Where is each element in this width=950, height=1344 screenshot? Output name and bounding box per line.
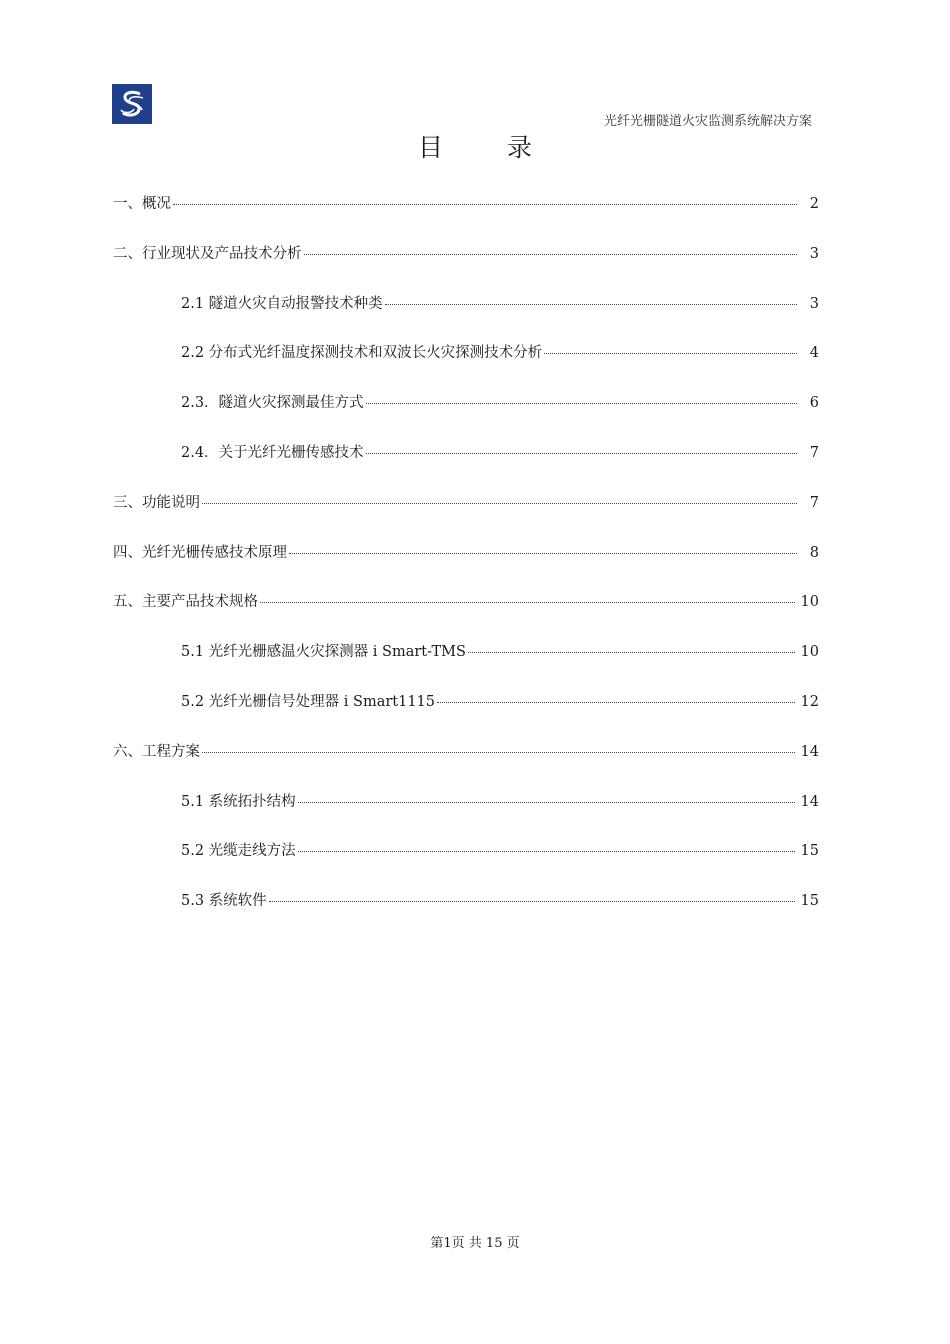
toc-entry[interactable] <box>113 292 819 342</box>
toc-entry-label: 二、行业现状及产品技术分析 <box>113 245 302 262</box>
toc-title: 目 录 <box>418 133 560 162</box>
toc-entry-label: 一、概况 <box>113 196 171 212</box>
toc-entry[interactable] <box>113 192 819 242</box>
toc-entry-page-number: 15 <box>800 893 819 910</box>
toc-entry-label: 2.4．关于光纤光栅传感技术 <box>181 444 364 461</box>
toc-entry[interactable] <box>113 740 819 790</box>
dot-leader <box>269 901 795 902</box>
toc-entry[interactable] <box>113 889 819 939</box>
toc-entry[interactable] <box>113 690 819 740</box>
table-of-contents <box>113 192 819 939</box>
toc-entry-label: 5.2 光纤光栅信号处理器 i Smart1115 <box>181 693 436 710</box>
toc-entry[interactable] <box>113 491 819 541</box>
toc-entry-label: 三、功能说明 <box>113 494 200 511</box>
dot-leader <box>385 304 797 305</box>
toc-entry[interactable] <box>113 341 819 391</box>
dot-leader <box>544 353 797 354</box>
toc-entry-label: 四、光纤光栅传感技术原理 <box>113 544 287 561</box>
document-header-title: 光纤光栅隧道火灾监测系统解决方案 <box>603 114 812 129</box>
dot-leader <box>289 553 797 554</box>
toc-entry-page-number: 12 <box>800 693 819 710</box>
toc-entry[interactable] <box>113 441 819 491</box>
toc-entry-label: 2.3．隧道火灾探测最佳方式 <box>181 395 364 412</box>
toc-entry-label: 2.2 分布式光纤温度探测技术和双波长火灾探测技术分析 <box>181 345 543 362</box>
dot-leader <box>298 802 795 803</box>
toc-entry-page-number: 6 <box>809 395 819 412</box>
toc-entry[interactable] <box>113 640 819 690</box>
toc-entry-page-number: 7 <box>809 444 819 461</box>
toc-entry-page-number: 3 <box>809 245 819 262</box>
toc-entry-label: 五、主要产品技术规格 <box>113 594 258 611</box>
toc-entry-label: 5.1 光纤光栅感温火灾探测器 i Smart-TMS <box>181 644 466 661</box>
toc-entry[interactable] <box>113 242 819 292</box>
toc-entry-label: 5.3 系统软件 <box>181 893 267 910</box>
toc-entry[interactable] <box>113 391 819 441</box>
toc-entry[interactable] <box>113 790 819 840</box>
dot-leader <box>366 403 797 404</box>
toc-entry-page-number: 14 <box>800 793 819 810</box>
toc-entry[interactable] <box>113 590 819 640</box>
toc-entry[interactable] <box>113 839 819 889</box>
toc-entry-label: 5.2 光缆走线方法 <box>181 843 296 860</box>
company-logo-icon <box>112 84 152 124</box>
dot-leader <box>304 254 798 255</box>
toc-entry-page-number: 8 <box>809 544 819 561</box>
toc-entry[interactable] <box>113 541 819 591</box>
toc-entry-page-number: 4 <box>809 345 819 362</box>
toc-entry-page-number: 7 <box>809 494 819 511</box>
dot-leader <box>173 204 797 205</box>
page-footer: 第1页 共 15 页 <box>430 1236 520 1251</box>
toc-entry-label: 2.1 隧道火灾自动报警技术种类 <box>181 295 383 312</box>
dot-leader <box>437 702 795 703</box>
toc-entry-page-number: 10 <box>800 644 819 661</box>
toc-entry-page-number: 2 <box>809 196 819 212</box>
toc-entry-label: 六、工程方案 <box>113 743 200 760</box>
dot-leader <box>468 652 795 653</box>
toc-entry-page-number: 15 <box>800 843 819 860</box>
toc-entry-page-number: 14 <box>800 743 819 760</box>
dot-leader <box>202 503 797 504</box>
toc-entry-label: 5.1 系统拓扑结构 <box>181 793 296 810</box>
dot-leader <box>260 602 795 603</box>
dot-leader <box>366 453 797 454</box>
dot-leader <box>298 851 795 852</box>
dot-leader <box>202 752 795 753</box>
toc-entry-page-number: 3 <box>809 295 819 312</box>
toc-entry-page-number: 10 <box>800 594 819 611</box>
